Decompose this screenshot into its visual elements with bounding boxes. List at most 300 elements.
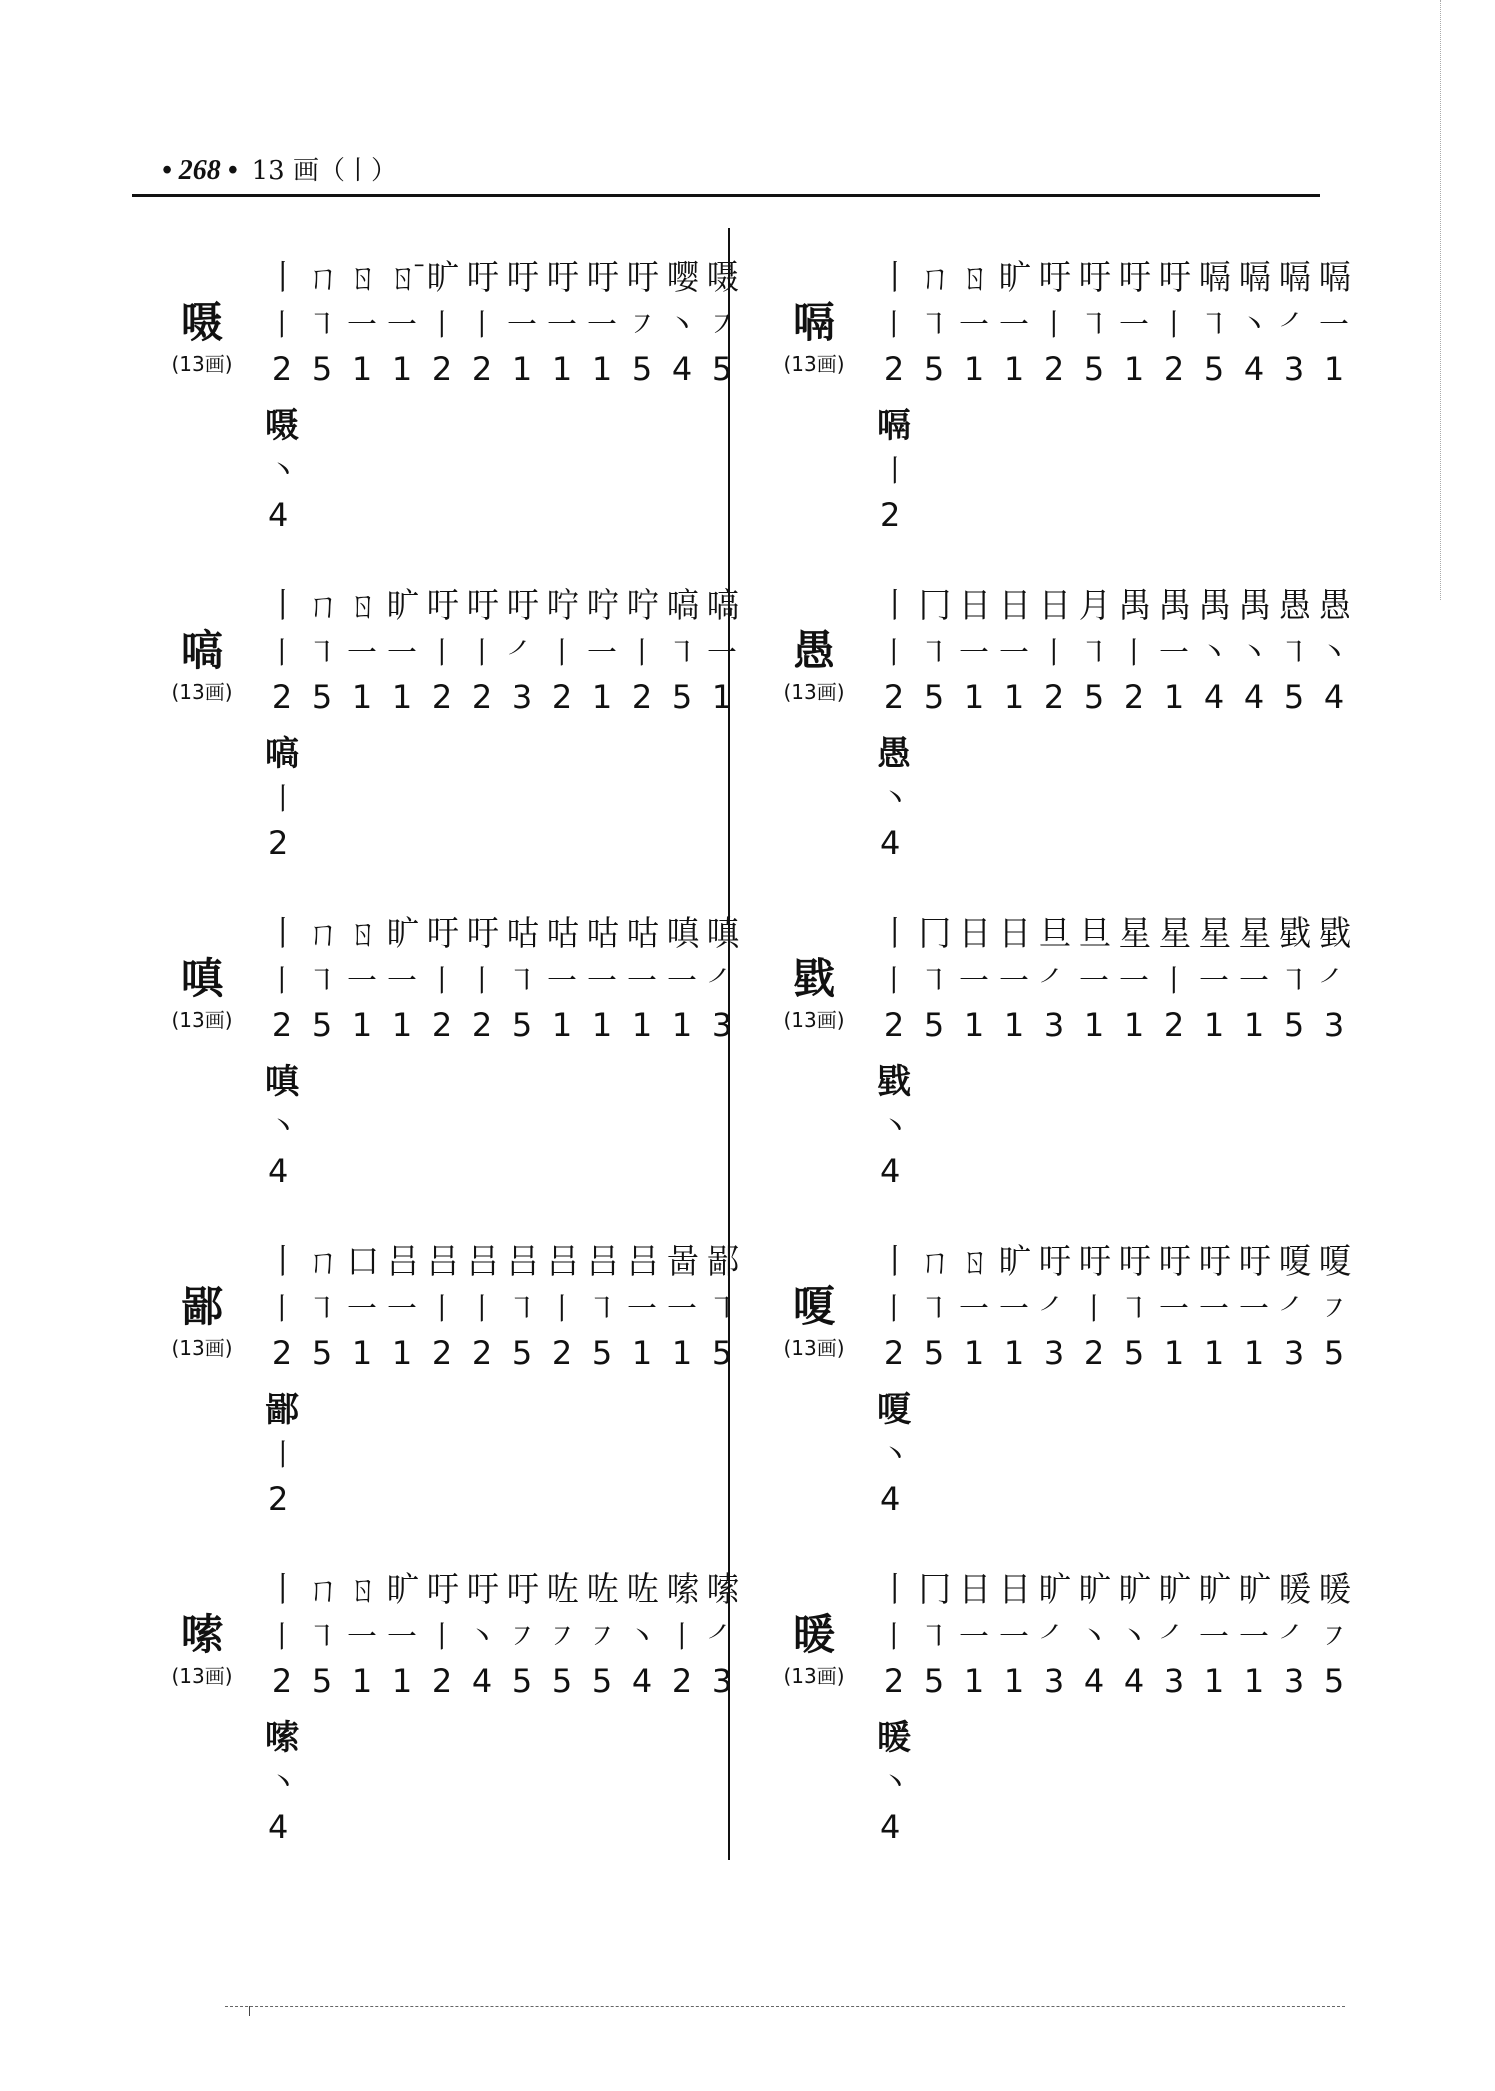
continuation-stroke: 丶 xyxy=(268,454,298,489)
progression-glyph: 咕 xyxy=(626,914,658,954)
stroke-progression-row xyxy=(874,250,1354,296)
stroke-glyph: 丨 xyxy=(427,636,457,671)
stroke-glyph: 丨 xyxy=(1079,1292,1109,1327)
stroke-glyph: ㇕ xyxy=(919,636,949,671)
progression-glyph: 吁 xyxy=(1118,1242,1150,1282)
progression-glyph: 吁 xyxy=(586,258,618,298)
stroke-code: 4 xyxy=(671,350,693,388)
progression-glyph: 月 xyxy=(1078,586,1110,626)
continuation-code: 4 xyxy=(268,1152,289,1190)
stroke-code: 2 xyxy=(1163,350,1185,388)
stroke-glyph: ㇕ xyxy=(307,636,337,671)
stroke-glyph: ㇒ xyxy=(1279,308,1309,343)
stroke-glyph: 丨 xyxy=(547,636,577,671)
stroke-code: 2 xyxy=(883,678,905,716)
progression-glyph: 冂 xyxy=(918,914,950,954)
stroke-code: 1 xyxy=(1163,678,1185,716)
progression-glyph: ㄇ xyxy=(306,914,338,954)
stroke-glyph: 一 xyxy=(627,964,657,999)
progression-glyph: 吁 xyxy=(506,1570,538,1610)
stroke-shape-row xyxy=(262,956,742,1002)
progression-glyph: 星 xyxy=(1158,914,1190,954)
stroke-code: 1 xyxy=(511,350,533,388)
stroke-code: 1 xyxy=(551,1006,573,1044)
stroke-code: 5 xyxy=(511,1334,533,1372)
progression-glyph: 嗔 xyxy=(666,914,698,954)
page-number: • 268 • xyxy=(162,155,238,186)
stroke-glyph: 一 xyxy=(547,964,577,999)
progression-glyph: 星 xyxy=(1238,914,1270,954)
progression-glyph: 日 xyxy=(958,914,990,954)
progression-glyph: 丨 xyxy=(878,1570,910,1610)
progression-glyph: 旦 xyxy=(1038,914,1070,954)
stroke-glyph: 一 xyxy=(507,308,537,343)
stroke-glyph: ㇒ xyxy=(1039,1620,1069,1655)
progression-glyph: 嗦 xyxy=(666,1570,698,1610)
stroke-code: 1 xyxy=(963,678,985,716)
continuation-character: 愚 xyxy=(877,734,911,774)
stroke-code: 1 xyxy=(391,678,413,716)
stroke-code: 1 xyxy=(1163,1334,1185,1372)
continuation-character: 嗦 xyxy=(265,1718,299,1758)
stroke-count-label: (13画) xyxy=(171,1336,233,1360)
stroke-glyph: ㇒ xyxy=(1279,1620,1309,1655)
stroke-code: 4 xyxy=(631,1662,653,1700)
continuation-character: 暖 xyxy=(877,1718,911,1758)
stroke-glyph: ㇕ xyxy=(1079,636,1109,671)
stroke-code: 1 xyxy=(1123,350,1145,388)
progression-glyph: 吁 xyxy=(506,586,538,626)
stroke-code: 1 xyxy=(1003,1006,1025,1044)
stroke-code: 3 xyxy=(1163,1662,1185,1700)
stroke-glyph: ㇇ xyxy=(1319,1292,1349,1327)
stroke-glyph: 一 xyxy=(707,636,737,671)
stroke-progression-row xyxy=(262,1234,742,1280)
stroke-glyph: 丨 xyxy=(467,308,497,343)
stroke-code: 5 xyxy=(923,350,945,388)
progression-glyph: 吁 xyxy=(426,1570,458,1610)
stroke-count-label: (13画) xyxy=(171,1664,233,1688)
stroke-glyph: 丨 xyxy=(427,1620,457,1655)
stroke-glyph: ㇒ xyxy=(1039,964,1069,999)
stroke-glyph: 丨 xyxy=(667,1620,697,1655)
continuation-stroke: 丨 xyxy=(268,782,298,817)
stroke-code: 1 xyxy=(1083,1006,1105,1044)
stroke-glyph: ㇕ xyxy=(507,1292,537,1327)
stroke-code: 5 xyxy=(511,1006,533,1044)
stroke-glyph: 一 xyxy=(1079,964,1109,999)
stroke-shape-row xyxy=(262,628,742,674)
progression-glyph: ㄇ xyxy=(306,1242,338,1282)
stroke-glyph: ㇒ xyxy=(707,1620,737,1655)
stroke-code: 2 xyxy=(471,1006,493,1044)
progression-glyph: 丨 xyxy=(878,258,910,298)
stroke-glyph: 一 xyxy=(1159,636,1189,671)
stroke-glyph: 丨 xyxy=(879,1620,909,1655)
stroke-glyph: 一 xyxy=(999,964,1029,999)
section-title: 13 画（丨） xyxy=(251,156,397,186)
progression-glyph: 吕 xyxy=(506,1242,538,1282)
stroke-code: 2 xyxy=(471,678,493,716)
stroke-code-row xyxy=(262,1334,742,1380)
progression-glyph: ㄇ xyxy=(306,586,338,626)
progression-glyph: ㄇ xyxy=(306,258,338,298)
stroke-glyph: ㇕ xyxy=(307,964,337,999)
stroke-glyph: ㇒ xyxy=(1319,964,1349,999)
progression-glyph: 嗝 xyxy=(1198,258,1230,298)
progression-glyph: 丨 xyxy=(266,258,298,298)
stroke-glyph: ㇕ xyxy=(587,1292,617,1327)
stroke-glyph: 一 xyxy=(587,308,617,343)
progression-glyph: 吕 xyxy=(466,1242,498,1282)
stroke-code: 1 xyxy=(711,678,733,716)
stroke-glyph: 一 xyxy=(1119,308,1149,343)
stroke-code: 3 xyxy=(711,1006,733,1044)
stroke-shape-row xyxy=(874,300,1354,346)
stroke-glyph: ㇕ xyxy=(1119,1292,1149,1327)
stroke-code: 2 xyxy=(551,678,573,716)
stroke-code: 3 xyxy=(1043,1006,1065,1044)
progression-glyph: 吁 xyxy=(1158,1242,1190,1282)
stroke-code: 2 xyxy=(1043,678,1065,716)
stroke-code: 2 xyxy=(431,350,453,388)
progression-glyph: 嗫 xyxy=(706,258,738,298)
headword-character: 嗃 xyxy=(180,626,223,675)
progression-glyph: 禺 xyxy=(1158,586,1190,626)
stroke-code: 2 xyxy=(1163,1006,1185,1044)
stroke-glyph: ㇇ xyxy=(1319,1620,1349,1655)
progression-glyph: 日 xyxy=(958,1570,990,1610)
progression-glyph: 旷 xyxy=(386,586,418,626)
progression-glyph: 戥 xyxy=(1278,914,1310,954)
progression-glyph: 嗃 xyxy=(666,586,698,626)
stroke-glyph: 一 xyxy=(667,1292,697,1327)
stroke-glyph: 丶 xyxy=(467,1620,497,1655)
stroke-code: 5 xyxy=(1323,1662,1345,1700)
progression-glyph: 嗔 xyxy=(706,914,738,954)
stroke-code: 1 xyxy=(1323,350,1345,388)
page-edge-rule xyxy=(1440,0,1441,600)
headword-character: 戥 xyxy=(792,954,835,1003)
stroke-shape-row xyxy=(262,1284,742,1330)
continuation-stroke: 丶 xyxy=(880,1438,910,1473)
progression-glyph: 吕 xyxy=(626,1242,658,1282)
stroke-shape-row xyxy=(262,300,742,346)
headword-character: 暖 xyxy=(792,1610,835,1659)
progression-glyph: 吕 xyxy=(426,1242,458,1282)
continuation-code: 2 xyxy=(880,496,901,534)
stroke-count-label: (13画) xyxy=(171,1008,233,1032)
stroke-glyph: 一 xyxy=(347,964,377,999)
continuation-code: 2 xyxy=(268,1480,289,1518)
headword-character: 嗔 xyxy=(180,954,223,1003)
stroke-code-row xyxy=(262,350,742,396)
stroke-count-label: (13画) xyxy=(783,1008,845,1032)
progression-glyph: 嘤 xyxy=(666,258,698,298)
stroke-code-row xyxy=(262,1662,742,1708)
stroke-code: 1 xyxy=(351,1006,373,1044)
headword-character: 鄙 xyxy=(180,1282,223,1331)
progression-glyph: 旷 xyxy=(1198,1570,1230,1610)
stroke-glyph: 一 xyxy=(387,1292,417,1327)
stroke-progression-row xyxy=(874,906,1354,952)
stroke-code: 1 xyxy=(351,1662,373,1700)
stroke-code: 2 xyxy=(671,1662,693,1700)
progression-glyph: 旷 xyxy=(386,1570,418,1610)
progression-glyph: 嗝 xyxy=(1318,258,1350,298)
stroke-glyph: 一 xyxy=(1239,1620,1269,1655)
stroke-code: 1 xyxy=(591,678,613,716)
stroke-glyph: 一 xyxy=(347,1620,377,1655)
stroke-glyph: 一 xyxy=(1239,1292,1269,1327)
stroke-glyph: 丨 xyxy=(547,1292,577,1327)
progression-glyph: 吁 xyxy=(466,914,498,954)
stroke-code: 5 xyxy=(511,1662,533,1700)
progression-glyph: 吁 xyxy=(466,586,498,626)
stroke-glyph: ㇒ xyxy=(1279,1292,1309,1327)
stroke-glyph: 一 xyxy=(999,1620,1029,1655)
stroke-code: 1 xyxy=(391,350,413,388)
stroke-progression-row xyxy=(874,578,1354,624)
progression-glyph: ㄇ xyxy=(918,1242,950,1282)
progression-glyph: 旷 xyxy=(386,914,418,954)
stroke-glyph: 一 xyxy=(667,964,697,999)
progression-glyph: 嗝 xyxy=(1238,258,1270,298)
stroke-code: 5 xyxy=(551,1662,573,1700)
stroke-glyph: ㇕ xyxy=(507,964,537,999)
progression-glyph: 吁 xyxy=(426,586,458,626)
stroke-glyph: 丶 xyxy=(1199,636,1229,671)
stroke-glyph: 丨 xyxy=(427,964,457,999)
stroke-glyph: 丨 xyxy=(1039,636,1069,671)
progression-glyph: ㄖ xyxy=(346,258,378,298)
stroke-code: 3 xyxy=(511,678,533,716)
footer-rule xyxy=(225,2006,1345,2007)
stroke-glyph: 一 xyxy=(627,1292,657,1327)
stroke-code-row xyxy=(874,1006,1354,1052)
headword-character: 嗄 xyxy=(792,1282,835,1331)
progression-glyph: 咗 xyxy=(546,1570,578,1610)
progression-glyph: 旷 xyxy=(426,258,458,298)
stroke-code: 5 xyxy=(591,1334,613,1372)
stroke-code: 5 xyxy=(923,678,945,716)
progression-glyph: 丨 xyxy=(266,1242,298,1282)
stroke-code: 5 xyxy=(311,1662,333,1700)
stroke-glyph: ㇇ xyxy=(547,1620,577,1655)
stroke-code: 1 xyxy=(963,350,985,388)
stroke-glyph: ㇒ xyxy=(1159,1620,1189,1655)
stroke-code: 5 xyxy=(923,1662,945,1700)
progression-glyph: ㄖ̄ xyxy=(386,258,418,298)
stroke-code-row xyxy=(874,678,1354,724)
stroke-glyph: 丨 xyxy=(879,308,909,343)
stroke-glyph: ㇒ xyxy=(507,636,537,671)
stroke-glyph: ㇕ xyxy=(919,1620,949,1655)
stroke-glyph: 丨 xyxy=(267,964,297,999)
stroke-glyph: 一 xyxy=(999,636,1029,671)
progression-glyph: 丨 xyxy=(266,1570,298,1610)
stroke-glyph: 丨 xyxy=(1039,308,1069,343)
stroke-code: 4 xyxy=(471,1662,493,1700)
progression-glyph: 禺 xyxy=(1238,586,1270,626)
stroke-code: 1 xyxy=(1243,1334,1265,1372)
continuation-code: 4 xyxy=(268,496,289,534)
stroke-code: 1 xyxy=(391,1006,413,1044)
stroke-glyph: ㇇ xyxy=(707,308,737,343)
stroke-code: 2 xyxy=(883,1006,905,1044)
progression-glyph: 嗄 xyxy=(1278,1242,1310,1282)
stroke-glyph: ㇕ xyxy=(919,308,949,343)
progression-glyph: ㄇ xyxy=(918,258,950,298)
stroke-code: 2 xyxy=(883,1334,905,1372)
stroke-count-label: (13画) xyxy=(171,352,233,376)
progression-glyph: 吁 xyxy=(1238,1242,1270,1282)
stroke-glyph: 一 xyxy=(959,964,989,999)
stroke-glyph: 一 xyxy=(1159,1292,1189,1327)
progression-glyph: 旷 xyxy=(1078,1570,1110,1610)
continuation-stroke: 丶 xyxy=(268,1766,298,1801)
stroke-glyph: ㇇ xyxy=(587,1620,617,1655)
stroke-code: 5 xyxy=(311,678,333,716)
stroke-glyph: 丨 xyxy=(267,308,297,343)
page-header xyxy=(162,150,397,190)
stroke-code: 2 xyxy=(883,1662,905,1700)
stroke-code: 3 xyxy=(1283,1334,1305,1372)
stroke-code: 2 xyxy=(1083,1334,1105,1372)
stroke-code: 2 xyxy=(431,1662,453,1700)
stroke-glyph: 丨 xyxy=(467,1292,497,1327)
stroke-code: 1 xyxy=(591,1006,613,1044)
stroke-glyph: 一 xyxy=(959,636,989,671)
stroke-glyph: 一 xyxy=(1199,1620,1229,1655)
progression-glyph: 旷 xyxy=(998,1242,1030,1282)
stroke-code: 1 xyxy=(1003,678,1025,716)
footer-tick xyxy=(249,2006,250,2016)
stroke-shape-row xyxy=(262,1612,742,1658)
stroke-glyph: 丨 xyxy=(467,636,497,671)
progression-glyph: 旷 xyxy=(1238,1570,1270,1610)
stroke-code: 5 xyxy=(1283,1006,1305,1044)
stroke-code: 1 xyxy=(351,350,373,388)
progression-glyph: 咗 xyxy=(626,1570,658,1610)
stroke-code: 4 xyxy=(1323,678,1345,716)
stroke-code: 2 xyxy=(1043,350,1065,388)
progression-glyph: 丨 xyxy=(266,586,298,626)
progression-glyph: ㄖ xyxy=(958,258,990,298)
progression-glyph: 咕 xyxy=(546,914,578,954)
stroke-count-label: (13画) xyxy=(783,1664,845,1688)
stroke-glyph: 丨 xyxy=(267,636,297,671)
stroke-glyph: ㇒ xyxy=(1039,1292,1069,1327)
stroke-code: 3 xyxy=(1283,350,1305,388)
headword-character: 愚 xyxy=(792,626,835,675)
progression-glyph: 吁 xyxy=(626,258,658,298)
stroke-shape-row xyxy=(874,956,1354,1002)
stroke-glyph: ㇕ xyxy=(1079,308,1109,343)
stroke-code: 1 xyxy=(391,1662,413,1700)
progression-glyph: ㄖ xyxy=(958,1242,990,1282)
stroke-glyph: 一 xyxy=(547,308,577,343)
continuation-character: 嗔 xyxy=(265,1062,299,1102)
stroke-glyph: 丨 xyxy=(267,1620,297,1655)
continuation-character: 嗫 xyxy=(265,406,299,446)
continuation-stroke: 丶 xyxy=(880,782,910,817)
stroke-glyph: ㇇ xyxy=(627,308,657,343)
stroke-code: 5 xyxy=(1283,678,1305,716)
continuation-stroke: 丶 xyxy=(268,1110,298,1145)
stroke-glyph: 一 xyxy=(387,964,417,999)
stroke-code: 4 xyxy=(1243,678,1265,716)
stroke-glyph: 丨 xyxy=(267,1292,297,1327)
stroke-glyph: 丨 xyxy=(879,1292,909,1327)
continuation-stroke: 丨 xyxy=(268,1438,298,1473)
stroke-code: 2 xyxy=(551,1334,573,1372)
progression-glyph: 禺 xyxy=(1118,586,1150,626)
progression-glyph: 禺 xyxy=(1198,586,1230,626)
stroke-code: 2 xyxy=(271,1662,293,1700)
stroke-glyph: 丨 xyxy=(879,636,909,671)
stroke-glyph: 丨 xyxy=(1119,636,1149,671)
stroke-code: 4 xyxy=(1243,350,1265,388)
stroke-glyph: ㇕ xyxy=(1199,308,1229,343)
stroke-shape-row xyxy=(874,1612,1354,1658)
stroke-code: 2 xyxy=(1123,678,1145,716)
stroke-code: 4 xyxy=(1123,1662,1145,1700)
stroke-code: 4 xyxy=(1083,1662,1105,1700)
continuation-character: 鄙 xyxy=(265,1390,299,1430)
stroke-glyph: ㇕ xyxy=(1279,964,1309,999)
stroke-code: 1 xyxy=(671,1334,693,1372)
stroke-code: 5 xyxy=(923,1006,945,1044)
progression-glyph: 星 xyxy=(1118,914,1150,954)
stroke-glyph: ㇕ xyxy=(307,1292,337,1327)
stroke-glyph: 丶 xyxy=(1239,636,1269,671)
progression-glyph: 旷 xyxy=(1038,1570,1070,1610)
continuation-character: 嗄 xyxy=(877,1390,911,1430)
stroke-glyph: 一 xyxy=(387,1620,417,1655)
stroke-glyph: 一 xyxy=(387,636,417,671)
stroke-shape-row xyxy=(874,1284,1354,1330)
stroke-glyph: ㇒ xyxy=(707,964,737,999)
stroke-glyph: 一 xyxy=(959,1620,989,1655)
stroke-code-row xyxy=(874,350,1354,396)
progression-glyph: 戥 xyxy=(1318,914,1350,954)
progression-glyph: 咕 xyxy=(586,914,618,954)
stroke-glyph: ㇕ xyxy=(307,308,337,343)
stroke-code: 5 xyxy=(711,1334,733,1372)
stroke-code: 2 xyxy=(431,678,453,716)
stroke-code-row xyxy=(874,1334,1354,1380)
stroke-glyph: 丨 xyxy=(467,964,497,999)
stroke-glyph: 丶 xyxy=(627,1620,657,1655)
progression-glyph: ㄖ xyxy=(346,1570,378,1610)
stroke-glyph: 丶 xyxy=(1319,636,1349,671)
stroke-count-label: (13画) xyxy=(171,680,233,704)
progression-glyph: 吁 xyxy=(466,1570,498,1610)
continuation-character: 嗃 xyxy=(265,734,299,774)
stroke-code: 1 xyxy=(551,350,573,388)
headword-character: 嗦 xyxy=(180,1610,223,1659)
stroke-glyph: 丨 xyxy=(879,964,909,999)
stroke-code: 1 xyxy=(591,350,613,388)
stroke-code: 1 xyxy=(351,1334,373,1372)
stroke-code: 1 xyxy=(1203,1662,1225,1700)
stroke-glyph: 丨 xyxy=(1159,964,1189,999)
stroke-glyph: 一 xyxy=(999,308,1029,343)
progression-glyph: ㄖ xyxy=(346,914,378,954)
continuation-character: 戥 xyxy=(877,1062,911,1102)
stroke-code: 3 xyxy=(1323,1006,1345,1044)
